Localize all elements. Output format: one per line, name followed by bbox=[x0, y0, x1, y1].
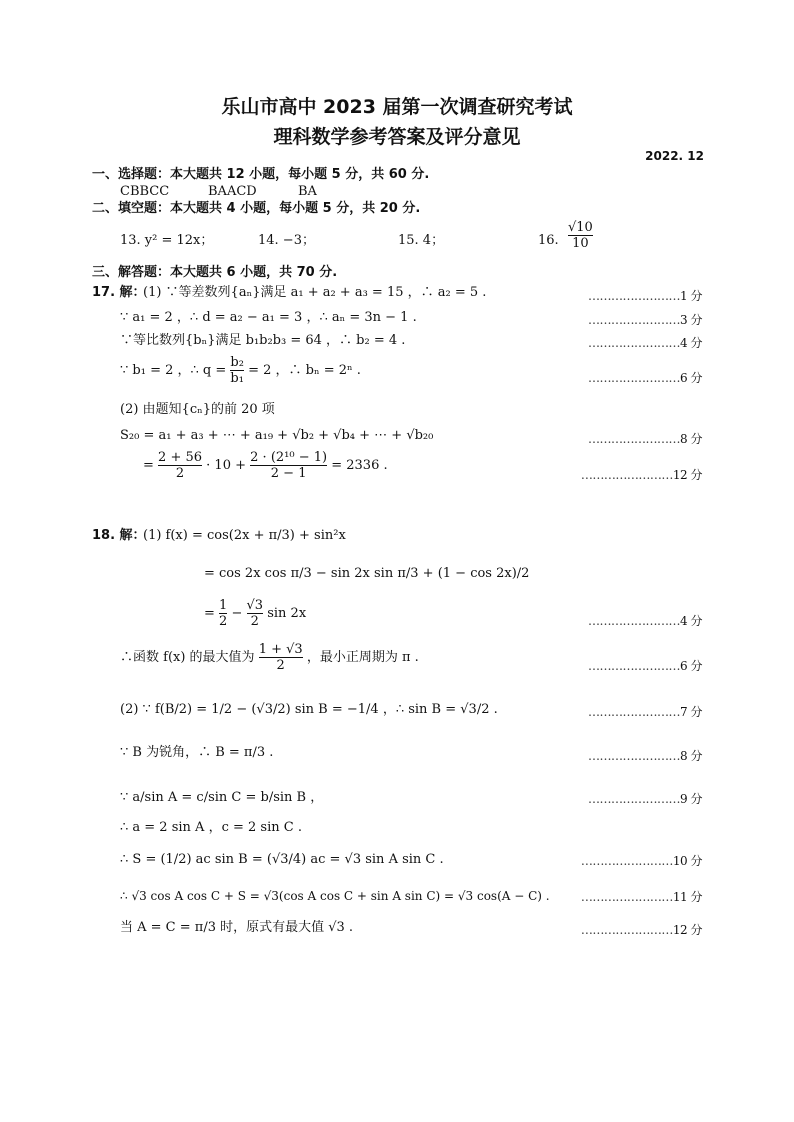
fill-answer-16 bbox=[568, 220, 593, 251]
score-18-12: ……………………12 分 bbox=[580, 923, 702, 937]
p18-line-11: 当 A = C = π/3 时，原式有最大值 √3 . bbox=[120, 920, 354, 935]
p18-line-10: ∴ √3 cos A cos C + S = √3(cos A cos C + sin A sin C) = √3 cos(A − C) . bbox=[120, 889, 550, 903]
fraction-denominator: 10 bbox=[568, 235, 593, 251]
fraction-numerator: √10 bbox=[568, 220, 593, 235]
score-18-10: ……………………10 分 bbox=[580, 854, 702, 868]
score-17-3: ……………………3 分 bbox=[588, 313, 702, 327]
problem-17-label: 17. 解： bbox=[92, 285, 146, 300]
fill-answer-14: 14. −3； bbox=[258, 233, 315, 248]
p18-line-4: ∴函数 f(x) 的最大值为 $\frac{1 + √3}{2}$ ，最小正周期为 π . bbox=[120, 642, 419, 673]
score-17-4: ……………………4 分 bbox=[588, 336, 702, 350]
p17-line-7: = $\frac{2 + 56}{2}$ · 10 + $\frac{\text{2 · (2¹⁰ − 1)}}{2 - 1}$ = 2336 . bbox=[143, 450, 388, 481]
choice-answers-3: BA bbox=[298, 184, 317, 199]
p18-line-6: ∵ B 为锐角，∴ B = π/3 . bbox=[120, 745, 274, 760]
score-18-6: ……………………6 分 bbox=[588, 659, 702, 673]
p18-line-1: (1) f(x) = cos(2x + π/3) + sin²x bbox=[143, 528, 346, 543]
score-18-4: ……………………4 分 bbox=[588, 614, 702, 628]
fill-answer-15: 15. 4； bbox=[398, 233, 445, 248]
p18-line-2: = cos 2x cos π/3 − sin 2x sin π/3 + (1 − cos 2x)/2 bbox=[204, 566, 530, 581]
problem-18-label: 18. 解： bbox=[92, 528, 146, 543]
p17-line-3: ∵等比数列{bₙ}满足 b₁b₂b₃ = 64 ，∴ b₂ = 4 . bbox=[120, 333, 406, 348]
answer-key-title: 理科数学参考答案及评分意见 bbox=[273, 126, 521, 148]
score-18-11: ……………………11 分 bbox=[580, 890, 702, 904]
p18-line-3: = $\frac{1}{2}$ − $\frac{√3}{2}$ sin 2x bbox=[204, 598, 307, 629]
p18-line-8: ∴ a = 2 sin A ，c = 2 sin C . bbox=[120, 820, 302, 835]
score-18-8: ……………………8 分 bbox=[588, 749, 702, 763]
exam-title: 乐山市高中 2023 届第一次调查研究考试 bbox=[221, 96, 573, 118]
score-18-9: ……………………9 分 bbox=[588, 792, 702, 806]
p17-line-2: ∵ a₁ = 2 ，∴ d = a₂ − a₁ = 3 ，∴ aₙ = 3n − 1 . bbox=[120, 310, 417, 325]
exam-date: 2022. 12 bbox=[645, 149, 704, 163]
section-solution-heading: 三、解答题：本大题共 6 小题，共 70 分. bbox=[92, 265, 338, 280]
p18-line-9: ∴ S = (1/2) ac sin B = (√3/4) ac = √3 sin A sin C . bbox=[120, 852, 444, 867]
score-17-6: ……………………6 分 bbox=[588, 371, 702, 385]
p17-line-6: S₂₀ = a₁ + a₃ + ⋯ + a₁₉ + √b₂ + √b₄ + ⋯ + √b₂₀ bbox=[120, 428, 434, 443]
fill-answer-16-label: 16. bbox=[538, 233, 559, 248]
section-choice-heading: 一、选择题：本大题共 12 小题，每小题 5 分，共 60 分. bbox=[92, 167, 430, 182]
p17-line-1: (1) ∵等差数列{aₙ}满足 a₁ + a₂ + a₃ = 15 ，∴ a₂ = 5 . bbox=[143, 285, 487, 300]
score-17-1: ……………………1 分 bbox=[588, 289, 702, 303]
score-17-12: ……………………12 分 bbox=[580, 468, 702, 482]
fill-answer-13: 13. y² = 12x； bbox=[120, 233, 214, 248]
section-fill-heading: 二、填空题：本大题共 4 小题，每小题 5 分，共 20 分. bbox=[92, 201, 421, 216]
p18-line-5: (2) ∵ f(B/2) = 1/2 − (√3/2) sin B = −1/4 ，∴ sin B = √3/2 . bbox=[120, 702, 498, 717]
score-17-8: ……………………8 分 bbox=[588, 432, 702, 446]
choice-answers-2: BAACD bbox=[208, 184, 257, 199]
p18-line-7: ∵ a/sin A = c/sin C = b/sin B ， bbox=[120, 790, 324, 805]
score-18-7: ……………………7 分 bbox=[588, 705, 702, 719]
p17-line-5: (2) 由题知{cₙ}的前 20 项 bbox=[120, 402, 275, 417]
choice-answers-1: CBBCC bbox=[120, 184, 170, 199]
p17-line-4: ∵ b₁ = 2 ，∴ q = $\frac{\text{b₂}}{\text{b₁}}$ = 2 ，∴ bₙ = 2ⁿ . bbox=[120, 355, 361, 386]
